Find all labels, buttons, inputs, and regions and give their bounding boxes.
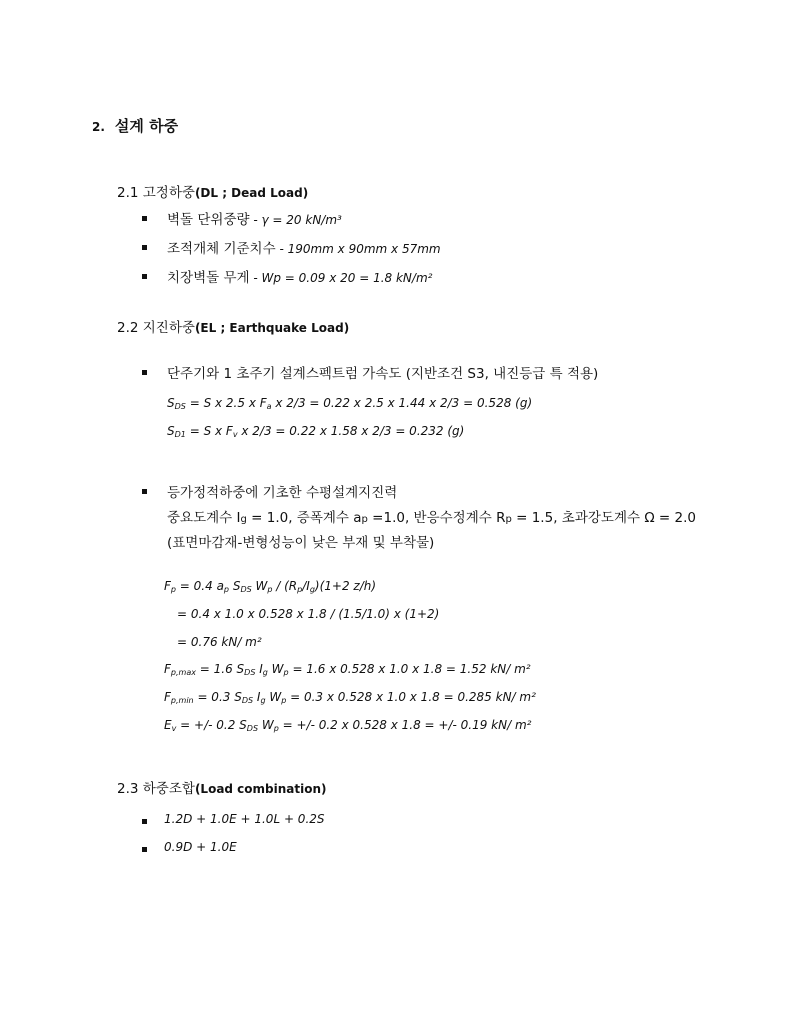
formula-fpmin: $F_{p,min} = 0.3$ $S_{DS}$ $I_g$ $W_p = 0.3$ x 0.528 x 1.0 x 1.8 = 0.285 kN/ m²	[164, 690, 536, 705]
combo-text: 0.9D + 1.0E	[164, 840, 237, 854]
factor-line: 중요도계수 Ig = 1.0, 증폭계수 ap =1.0, 반응수정계수 Rp = 1.5, 초과강도계수 Ω = 2.0	[167, 510, 696, 526]
section-title-text: 설계 하중	[114, 117, 179, 135]
item-label: 치장벽돌 무게	[167, 270, 250, 286]
section-number: 2.	[92, 120, 105, 134]
item-value: - 190mm x 90mm x 57mm	[275, 242, 441, 256]
list-item	[167, 208, 342, 228]
item-value: - Wp = 0.09 x 20 = 1.8 kN/m²	[249, 271, 433, 285]
formula-fp: $F_p = 0.4$ $a_p$ $S_{DS}$ $W_p / (R_p/I_g)(1+2$ z/h)	[164, 579, 377, 594]
heading-2-3-ko: 2.3 하중조합	[117, 781, 195, 797]
item-label: 조적개체 기준치수	[167, 241, 276, 257]
item-label: 벽돌 단위중량	[167, 212, 250, 228]
combo-text: 1.2D + 1.0E + 1.0L + 0.2S	[164, 812, 325, 826]
formula-fpmax: $F_{p,max} = 1.6$ $S_{DS}$ $I_g$ $W_p = 1.6$ x 0.528 x 1.0 x 1.8 = 1.52 kN/ m²	[164, 662, 531, 677]
heading-2-1-ko: 2.1 고정하중	[117, 185, 195, 201]
note-text: (표면마감재-변형성능이 낮은 부재 및 부착물)	[167, 535, 435, 551]
formula-sds: $S_{DS} = S$ x 2.5 x $F_a$ x 2/3 = 0.22 x 2.5 x 1.44 x 2/3 = 0.528 (g)	[167, 396, 533, 411]
heading-2-1	[117, 181, 308, 201]
item-value: - γ = 20 kN/m³	[249, 213, 342, 227]
bullet-text: 등가정적하중에 기초한 수평설계지진력	[167, 485, 398, 501]
list-item	[167, 266, 432, 286]
heading-2-3	[117, 777, 327, 797]
bullet-text: 단주기와 1 초주기 설계스펙트럼 가속도 (지반조건 S3, 내진등급 특 적용)	[167, 366, 599, 382]
heading-2-2-en: (EL ; Earthquake Load)	[194, 321, 350, 335]
list-item	[164, 839, 237, 855]
bullet-icon	[142, 489, 147, 494]
bullet-icon	[142, 370, 147, 375]
list-item	[167, 237, 441, 257]
bullet-icon	[142, 245, 147, 250]
list-item	[167, 481, 397, 501]
heading-2-2-ko: 2.2 지진하중	[117, 320, 195, 336]
bullet-icon	[142, 216, 147, 221]
bullet-icon	[142, 274, 147, 279]
list-item	[164, 811, 325, 827]
bullet-icon	[142, 819, 147, 824]
section-title	[92, 115, 178, 136]
formula-fp-line1: = 0.4 x 1.0 x 0.528 x 1.8 / (1.5/1.0) x (1+2)	[177, 607, 440, 621]
formula-ev: $E_v$ = +/- 0.2 $S_{DS}$ $W_p$ = +/- 0.2 x 0.528 x 1.8 = +/- 0.19 kN/ m²	[164, 718, 532, 733]
list-item	[167, 362, 598, 382]
heading-2-2	[117, 316, 349, 336]
bullet-icon	[142, 847, 147, 852]
formula-sd1: $S_{D1} = S$ x $F_v$ x 2/3 = 0.22 x 1.58 x 2/3 = 0.232 (g)	[167, 424, 465, 439]
heading-2-3-en: (Load combination)	[194, 782, 327, 796]
heading-2-1-en: (DL ; Dead Load)	[194, 186, 309, 200]
formula-fp-line2: = 0.76 kN/ m²	[177, 635, 262, 649]
